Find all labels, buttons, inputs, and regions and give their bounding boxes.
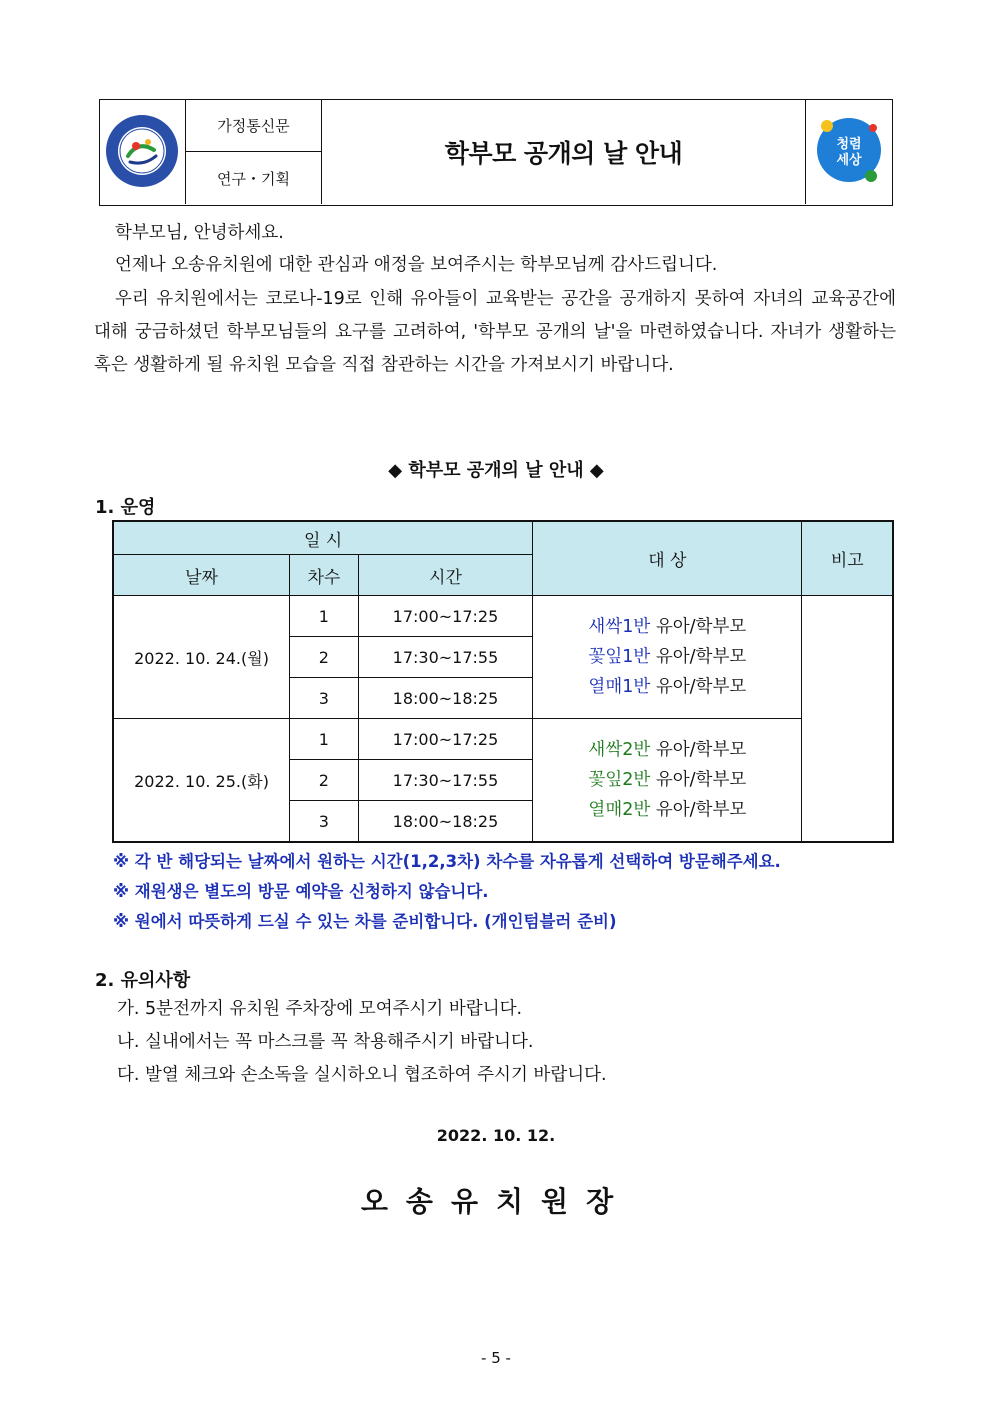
svg-text:세상: 세상 <box>835 153 862 168</box>
integrity-world-logo-icon <box>809 112 889 192</box>
thanks-paragraph: 언제나 오송유치원에 대한 관심과 애정을 보여주시는 학부모님께 감사드립니다. <box>115 255 718 275</box>
doc-category: 가정통신문 <box>186 100 322 152</box>
target-line <box>533 642 801 672</box>
time-cell: 18:00~18:25 <box>358 801 533 843</box>
integrity-logo-cell <box>806 100 891 204</box>
target-cell <box>533 596 802 719</box>
target-line <box>533 735 801 765</box>
time-cell: 18:00~18:25 <box>358 678 533 719</box>
round-cell: 3 <box>290 801 359 843</box>
target-audience: 유아/학부모 <box>650 647 747 667</box>
target-line <box>533 795 801 825</box>
round-cell: 2 <box>290 760 359 801</box>
note-line: ※ 원에서 따뜻하게 드실 수 있는 차를 준비합니다. (개인텀블러 준비) <box>113 912 617 931</box>
note-line: ※ 재원생은 별도의 방문 예약을 신청하지 않습니다. <box>113 882 489 901</box>
note-line: ※ 각 반 해당되는 날짜에서 원하는 시간(1,2,3차) 차수를 자유롭게 선택하여 방문해주세요. <box>113 852 781 871</box>
section1-heading: 1. 운영 <box>95 497 156 518</box>
caution-item: 가. 5분전까지 유치원 주차장에 모여주시기 바랍니다. <box>117 999 523 1019</box>
purpose-paragraph: 우리 유치원에서는 코로나-19로 인해 유아들이 교육받는 공간을 공개하지 못하여 자녀의 교육공간에 대해 궁금하셨던 학부모님들의 요구를 고려하여, '학부모 공개의 날'을 마련하였습니다. 자녀가 생활하는 혹은 생활하게 될 유치원 모습을 직접 참관하는 시간을 가져보시기 바랍니다. <box>94 289 896 375</box>
class-name: 새싹1반 <box>588 617 651 637</box>
caution-item: 나. 실내에서는 꼭 마스크를 꼭 착용해주시기 바랍니다. <box>117 1032 534 1052</box>
page-number: - 5 - <box>481 1349 511 1367</box>
greeting: 학부모님, 안녕하세요. <box>115 223 284 243</box>
datetime-group-header: 일 시 <box>113 521 533 555</box>
target-cell <box>533 719 802 843</box>
table-row <box>113 719 893 760</box>
round-header: 차수 <box>290 555 359 596</box>
target-line <box>533 612 801 642</box>
date-cell: 2022. 10. 24.(월) <box>113 596 290 719</box>
time-cell: 17:30~17:55 <box>358 760 533 801</box>
round-cell: 1 <box>290 596 359 637</box>
caution-item: 다. 발열 체크와 손소독을 실시하오니 협조하여 주시기 바랍니다. <box>117 1065 607 1085</box>
kindergarten-logo-cell <box>100 100 186 204</box>
page-title: 학부모 공개의 날 안내 <box>322 100 806 204</box>
class-name: 꽃잎1반 <box>588 647 651 667</box>
time-cell: 17:00~17:25 <box>358 596 533 637</box>
section-title: ◆ 학부모 공개의 날 안내 ◆ <box>388 460 604 481</box>
round-cell: 3 <box>290 678 359 719</box>
document-header <box>99 99 893 206</box>
round-cell: 2 <box>290 637 359 678</box>
time-cell: 17:00~17:25 <box>358 719 533 760</box>
doc-subcategory: 연구・기획 <box>186 152 322 204</box>
schedule-table <box>112 520 894 843</box>
date-header: 날짜 <box>113 555 290 596</box>
target-line <box>533 672 801 702</box>
round-cell: 1 <box>290 719 359 760</box>
date-cell: 2022. 10. 25.(화) <box>113 719 290 843</box>
target-audience: 유아/학부모 <box>650 617 747 637</box>
signer-name: 오송유치원장 <box>360 1185 632 1218</box>
note-cell <box>802 596 893 843</box>
target-audience: 유아/학부모 <box>650 800 747 820</box>
class-name: 열매1반 <box>588 677 651 697</box>
kindergarten-logo-icon <box>100 100 184 202</box>
class-name: 꽃잎2반 <box>588 770 651 790</box>
target-audience: 유아/학부모 <box>650 770 747 790</box>
class-name: 새싹2반 <box>588 740 651 760</box>
target-line <box>533 765 801 795</box>
target-header: 대 상 <box>533 521 802 596</box>
class-name: 열매2반 <box>588 800 651 820</box>
table-row <box>113 596 893 637</box>
time-header: 시간 <box>358 555 533 596</box>
target-audience: 유아/학부모 <box>650 677 747 697</box>
target-audience: 유아/학부모 <box>650 740 747 760</box>
time-cell: 17:30~17:55 <box>358 637 533 678</box>
note-header: 비고 <box>802 521 893 596</box>
section2-heading: 2. 유의사항 <box>95 970 191 991</box>
svg-text:청렴: 청렴 <box>835 137 862 152</box>
issue-date: 2022. 10. 12. <box>436 1126 556 1145</box>
